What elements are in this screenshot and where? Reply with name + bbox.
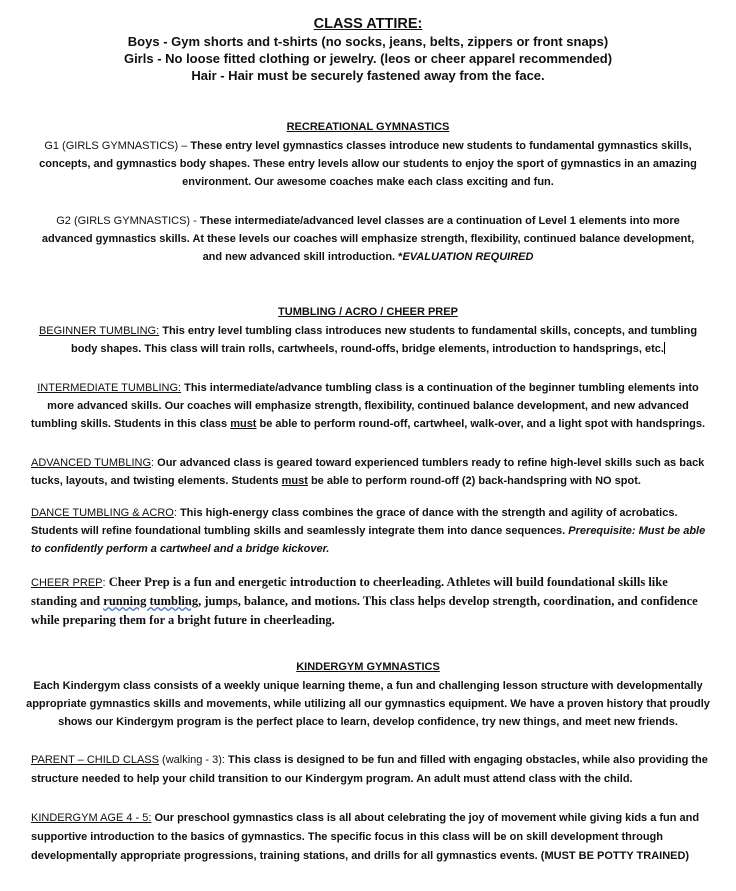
- beginner-label: BEGINNER TUMBLING:: [38, 325, 160, 337]
- advanced-paragraph: [31, 454, 711, 490]
- cheer-running: running tumbling: [103, 594, 199, 608]
- advanced-text2: be able to perform round-off (2) back-handspring with NO spot.: [307, 475, 641, 487]
- g1-label: G1 (GIRLS GYMNASTICS) –: [44, 140, 188, 152]
- kindergym-heading: KINDERGYM GYMNASTICS: [296, 661, 440, 673]
- parent-child-age: (walking - 3):: [158, 754, 225, 766]
- recreational-heading: RECREATIONAL GYMNASTICS: [286, 121, 450, 133]
- cheer-colon: :: [102, 577, 106, 589]
- kindergym-45-text: Our preschool gymnastics class is all about celebrating the joy of movement while giving kids a fun and supportive introduction to the basics of gymnastics. The specific focus in this class will be on skill development through developmentally appropriate progressions, training stations, and drills for all gymnastics events. (MUST BE POTTY TRAINED): [31, 812, 700, 862]
- g1-text: These entry level gymnastics classes introduce new students to fundamental gymnastics skills, concepts, and gymnastics body shapes. These entry levels allow our students to enjoy the sport of gymnastics in an amazing environment. Our awesome coaches make each class exciting and fun.: [39, 140, 697, 188]
- attire-boys: Boys - Gym shorts and t-shirts (no socks, jeans, belts, zippers or front snaps): [127, 34, 609, 49]
- beginner-text: This entry level tumbling class introduces new students to fundamental skills, concepts, and tumbling body shapes. This class will train rolls, cartwheels, round-offs, bridge elements, introduction to handsprings, etc.: [71, 325, 698, 355]
- parent-child-label: PARENT – CHILD CLASS: [31, 754, 159, 766]
- intermediate-paragraph: [30, 379, 706, 433]
- intermediate-text2: be able to perform round-off, cartwheel, walk-over, and a light spot with handsprings.: [256, 418, 706, 430]
- cheer-text2: , jumps, balance, and motions. This class helps develop strength, coordination, and confidence while preparing them for a bright future in cheerleading.: [31, 594, 698, 627]
- intermediate-label: INTERMEDIATE TUMBLING:: [37, 382, 182, 394]
- cheer-text1: Cheer Prep is a fun and energetic introduction to cheerleading. Athletes will build foundational skills like standing and: [31, 575, 668, 608]
- tumbling-heading: TUMBLING / ACRO / CHEER PREP: [278, 306, 458, 318]
- cheer-label: CHEER PREP: [31, 577, 103, 589]
- parent-child-text: This class is designed to be fun and filled with engaging obstacles, while also providing the structure needed to help your child transition to our Kindergym program. An adult must attend class with the child.: [31, 754, 708, 785]
- attire-section: [0, 16, 736, 84]
- text-cursor: [664, 342, 665, 354]
- dance-text: This high-energy class combines the grace of dance with the strength and agility of acrobatics. Students will refine foundational tumbling skills and seamlessly integrate them into dance sequences.: [31, 507, 678, 537]
- g1-paragraph: [36, 137, 700, 191]
- g2-paragraph: [32, 212, 704, 266]
- dance-prereq: Prerequisite: Must be able to confidently perform a cartwheel and a bridge kickover.: [31, 525, 706, 555]
- beginner-paragraph: [30, 322, 706, 358]
- attire-girls: Girls - No loose fitted clothing or jewelry. (leos or cheer apparel recommended): [123, 51, 613, 66]
- dance-colon: :: [173, 507, 177, 519]
- kindergym-45-label: KINDERGYM AGE 4 - 5:: [31, 812, 152, 824]
- intermediate-text1: This intermediate/advance tumbling class is a continuation of the beginner tumbling elements into more advanced skills. Our coaches will emphasize strength, flexibility, continued balance development, and new advanced tumbling skills. Students in this class: [30, 382, 699, 430]
- dance-paragraph: [31, 504, 711, 558]
- dance-label: DANCE TUMBLING & ACRO: [31, 507, 174, 519]
- advanced-must: must: [281, 475, 308, 487]
- g2-label: G2 (GIRLS GYMNASTICS) -: [56, 215, 197, 227]
- parent-child-paragraph: [31, 751, 711, 789]
- intermediate-must: must: [230, 418, 257, 430]
- attire-title: CLASS ATTIRE:: [313, 16, 423, 32]
- kindergym-45-paragraph: [31, 809, 711, 866]
- attire-hair: Hair - Hair must be securely fastened away from the face.: [191, 68, 545, 83]
- kindergym-intro: [26, 677, 710, 731]
- advanced-text1: Our advanced class is geared toward experienced tumblers ready to refine high-level skills such as back tucks, layouts, and twisting elements. Students: [31, 457, 705, 487]
- g2-note: EVALUATION REQUIRED: [402, 251, 534, 263]
- advanced-label: ADVANCED TUMBLING: [31, 457, 152, 469]
- g2-text: These intermediate/advanced level classes are a continuation of Level 1 elements into more advanced gymnastics skills. At these levels our coaches will emphasize strength, flexibility, continued balance development, and new advanced skill introduction. *: [41, 215, 695, 263]
- kindergym-intro-text: Each Kindergym class consists of a weekly unique learning theme, a fun and challenging lesson structure with developmentally appropriate gymnastics skills and movements, while utilizing all our gymnastics equipment. We have a proven history that proudly shows our Kindergym program is the perfect place to learn, develop confidence, try new things, and meet new friends.: [26, 680, 710, 728]
- advanced-colon: :: [151, 457, 155, 469]
- cheer-paragraph: [31, 573, 711, 630]
